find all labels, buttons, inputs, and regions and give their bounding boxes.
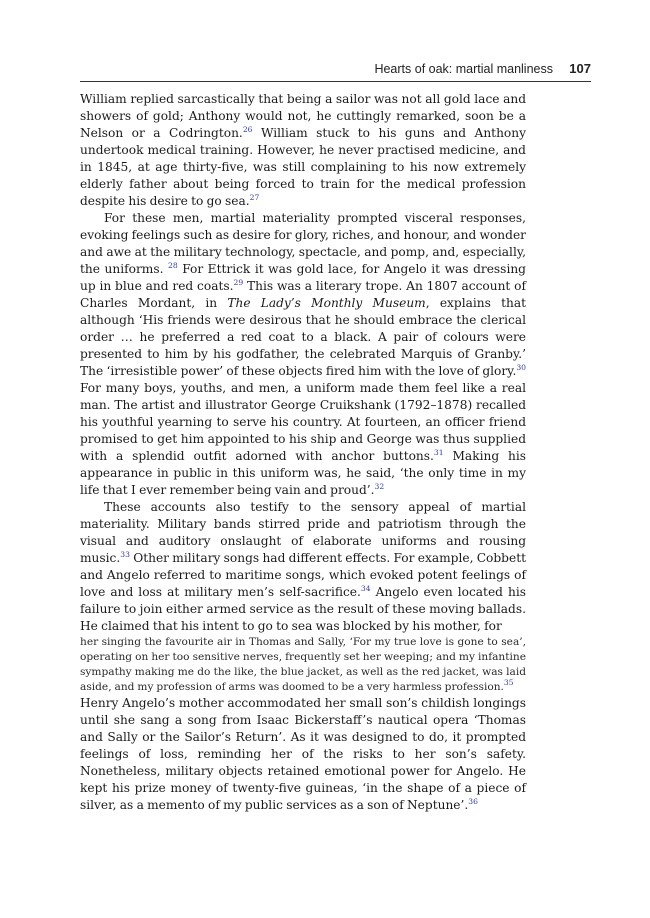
text-run: Angelo even located his failure to join either armed service as the result of these moving ballads. He claimed that his intent to go to sea was blocked by his mother, for [80,585,526,633]
paragraph-2 [80,210,526,499]
text-run: For many boys, youths, and men, a uniform made them feel like a real man. The artist and illustrator George Cruikshank (1792–1878) recalled his youthful yearning to serve his country. At fourteen, an officer friend promised to get him appointed to his ship and George was thus supplied with a splendid outfit adorned with anchor buttons. [80,381,526,463]
text-run: These accounts also testify to the sensory appeal of martial materiality. Military bands stirred pride and patriotism through the visual and auditory onslaught of elaborate uniforms and rousing music. [80,500,526,565]
header-rule [80,81,591,82]
text-run: , explains that although ‘His friends were desirous that he should embrace the clerical order … he preferred a red coat to a black. A pair of colours were presented to him by his godfather, the celebrated Marquis of Granby.’ The ‘irresistible power’ of these objects fired him with the love of glory. [80,296,526,378]
page-number: 107 [569,61,591,76]
paragraph-3 [80,499,526,635]
paragraph-4 [80,695,526,814]
footnote-ref-26[interactable]: 26 [242,125,253,134]
text-run: For these men, martial materiality prompted visceral responses, evoking feelings such as desire for glory, riches, and honour, and wonder and awe at the military technology, spectacle, and pomp, and, especially, the uniforms. [80,211,526,276]
text-run: Other military songs had different effects. For example, Cobbett and Angelo referred to maritime songs, which evoked potent feelings of love and loss at military men’s self-sacrifice. [80,551,526,599]
footnote-ref-31[interactable]: 31 [433,448,444,457]
footnote-ref-27[interactable]: 27 [249,193,260,202]
text-run: William replied sarcastically that being a sailor was not all gold lace and showers of gold; Anthony would not, he cuttingly remarked, soon be a Nelson or a Codrington. [80,92,526,140]
footnote-ref-29[interactable]: 29 [233,278,244,287]
text-run: her singing the favourite air in Thomas and Sally, ‘For my true love is gone to sea’, operating on her too sensitive nerves, frequently set her weeping; and my infantine sympathy making me do the like, the blue jacket, as well as the red jacket, was laid aside, and my profession of arms was doomed to be a very harmless profession. [80,636,526,693]
block-quote [80,635,526,695]
running-header [80,60,591,80]
text-run: For Ettrick it was gold lace, for Angelo it was dressing up in blue and red coats. [80,262,526,293]
paragraph-1 [80,91,526,210]
italic-title: The Lady’s Monthly Museum [227,296,426,310]
footnote-ref-34[interactable]: 34 [360,584,371,593]
text-run: Making his appearance in public in this uniform was, he said, ‘the only time in my life that I ever remember being vain and proud’. [80,449,527,497]
footnote-ref-36[interactable]: 36 [468,796,478,806]
text-run: William stuck to his guns and Anthony undertook medical training. However, he never practised medicine, and in 1845, at age thirty-five, was still complaining to his now extremely elderly father about being forced to train for the medical profession despite his desire to go sea. [80,126,526,208]
text-run: Henry Angelo’s mother accommodated her small son’s childish longings until she sang a song from Isaac Bickerstaff’s nautical opera ‘Thomas and Sally or the Sailor’s Return’. As it was designed to do, it prompted feelings of loss, reminding her of the risks to her son’s safety. Nonetheless, military objects retained emotional power for Angelo. He kept his prize money of twenty-five guineas, ‘in the shape of a piece of silver, as a memento of my public services as a son of Neptune’. [80,695,526,812]
text-run: This was a literary trope. An 1807 account of Charles Mordant, in [80,279,527,310]
footnote-ref-28[interactable]: 28 [167,261,178,270]
footnote-ref-35[interactable]: 35 [503,677,514,687]
footnote-ref-33[interactable]: 33 [120,550,130,559]
running-title: Hearts of oak: martial manliness [374,62,553,76]
body-text [80,91,526,814]
footnote-ref-30[interactable]: 30 [516,363,526,372]
footnote-ref-32[interactable]: 32 [374,482,385,491]
